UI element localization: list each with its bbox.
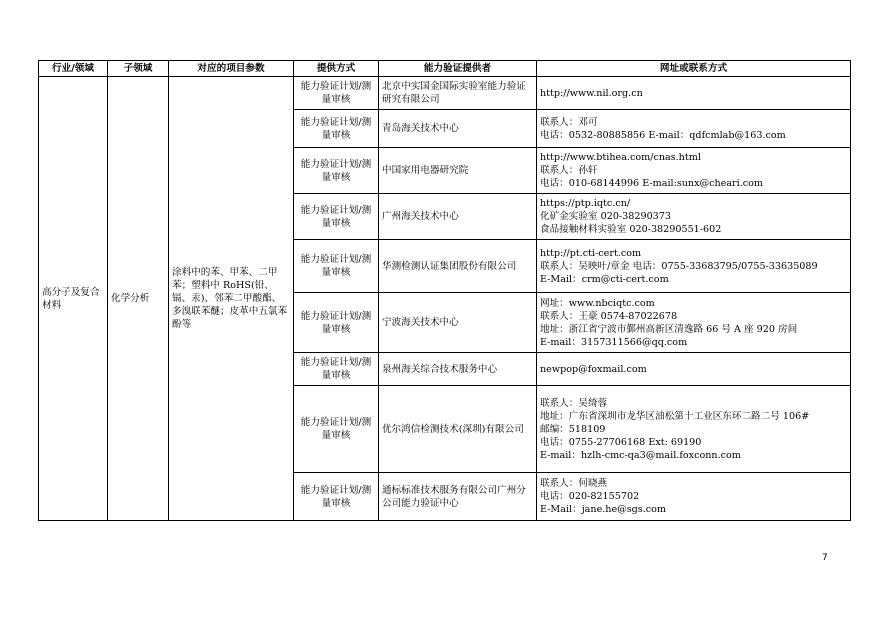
contact-cell [537, 353, 851, 386]
capability-table [38, 60, 851, 521]
method-cell: 能力验证计划/测量审核 [294, 386, 379, 473]
method-cell: 能力验证计划/测量审核 [294, 110, 379, 148]
header-contact: 网址或联系方式 [537, 61, 851, 77]
contact-line: 地址：浙江省宁波市鄞州高新区清逸路 66 号 A 座 920 房间 [540, 323, 798, 335]
contact-line: http://www.nil.org.cn [540, 87, 643, 99]
contact-line: 邮编：518109 [540, 423, 606, 435]
contact-line: E-Mail：jane.he@sgs.com [540, 504, 667, 515]
contact-line: newpop@foxmail.com [540, 363, 647, 375]
provider-cell: 泉州海关综合技术服务中心 [379, 353, 537, 386]
contact-line: E-Mail：crm@cti-cert.com [540, 273, 669, 285]
provider-cell: 华测检测认证集团股份有限公司 [379, 240, 537, 293]
provider-cell: 通标标准技术服务有限公司广州分公司能力验证中心 [379, 473, 537, 521]
header-params: 对应的项目参数 [169, 61, 294, 77]
contact-line: E-mail：3157311566@qq.com [540, 336, 688, 348]
method-cell: 能力验证计划/测量审核 [294, 148, 379, 194]
contact-line: 联系人：何晓燕 [540, 478, 608, 489]
header-provider: 能力验证提供者 [379, 61, 537, 77]
provider-cell: 优尔鸿信检测技术(深圳)有限公司 [379, 386, 537, 473]
contact-line: 联系人：吴绮蓉 [540, 397, 608, 409]
provider-cell: 中国家用电器研究院 [379, 148, 537, 194]
contact-line: 联系人：吴映叶/章金 电话：0755-33683795/0755-33635089 [540, 260, 818, 272]
contact-line: 联系人：王豪 0574-87022678 [540, 310, 678, 322]
contact-line: E-mail：hzlh-cmc-qa3@mail.foxconn.com [540, 449, 741, 461]
industry-cell: 高分子及复合材料 [39, 77, 108, 521]
contact-cell [537, 293, 851, 353]
params-cell: 涂料中的苯、甲苯、二甲苯；塑料中 RoHS(铅、镉、汞)、邻苯二甲酸酯、多溴联苯醚；皮革中五氯苯酚等 [169, 77, 294, 521]
method-cell: 能力验证计划/测量审核 [294, 473, 379, 521]
contact-line: 地址：广东省深圳市龙华区油松第十工业区东环二路二号 106# [540, 410, 810, 422]
page-number: 7 [822, 553, 828, 563]
contact-line: 化矿金实验室 020-38290373 [540, 211, 671, 222]
method-cell: 能力验证计划/测量审核 [294, 77, 379, 110]
contact-cell [537, 194, 851, 240]
contact-line: http://www.btihea.com/cnas.html [540, 152, 701, 163]
contact-cell [537, 148, 851, 194]
contact-line: 电话：010-68144996 E-mail:sunx@cheari.com [540, 178, 764, 189]
contact-line: http://pt.cti-cert.com [540, 247, 642, 259]
header-method: 提供方式 [294, 61, 379, 77]
method-cell: 能力验证计划/测量审核 [294, 194, 379, 240]
table-header-row [39, 61, 851, 77]
contact-line: 电话：0755-27706168 Ext: 69190 [540, 436, 702, 448]
contact-line: 电话：0532-80885856 E-mail：qdfcmlab@163.com [540, 129, 786, 141]
method-cell: 能力验证计划/测量审核 [294, 353, 379, 386]
method-cell: 能力验证计划/测量审核 [294, 293, 379, 353]
header-industry: 行业/领域 [39, 61, 108, 77]
header-subfield: 子领域 [108, 61, 169, 77]
provider-cell: 青岛海关技术中心 [379, 110, 537, 148]
contact-line: 联系人：邓可 [540, 116, 598, 128]
contact-line: 电话：020-82155702 [540, 491, 640, 502]
contact-cell [537, 386, 851, 473]
subfield-cell: 化学分析 [108, 77, 169, 521]
provider-cell: 宁波海关技术中心 [379, 293, 537, 353]
contact-cell [537, 240, 851, 293]
contact-line: 联系人：孙轩 [540, 165, 598, 176]
contact-cell [537, 110, 851, 148]
provider-cell: 北京中实国金国际实验室能力验证研究有限公司 [379, 77, 537, 110]
method-cell: 能力验证计划/测量审核 [294, 240, 379, 293]
contact-cell [537, 77, 851, 110]
provider-cell: 广州海关技术中心 [379, 194, 537, 240]
table-row [39, 77, 851, 110]
contact-line: 网址：www.nbciqtc.com [540, 297, 655, 309]
contact-line: 食品接触材料实验室 020-38290551-602 [540, 224, 722, 235]
contact-line: https://ptp.iqtc.cn/ [540, 198, 631, 209]
contact-cell [537, 473, 851, 521]
